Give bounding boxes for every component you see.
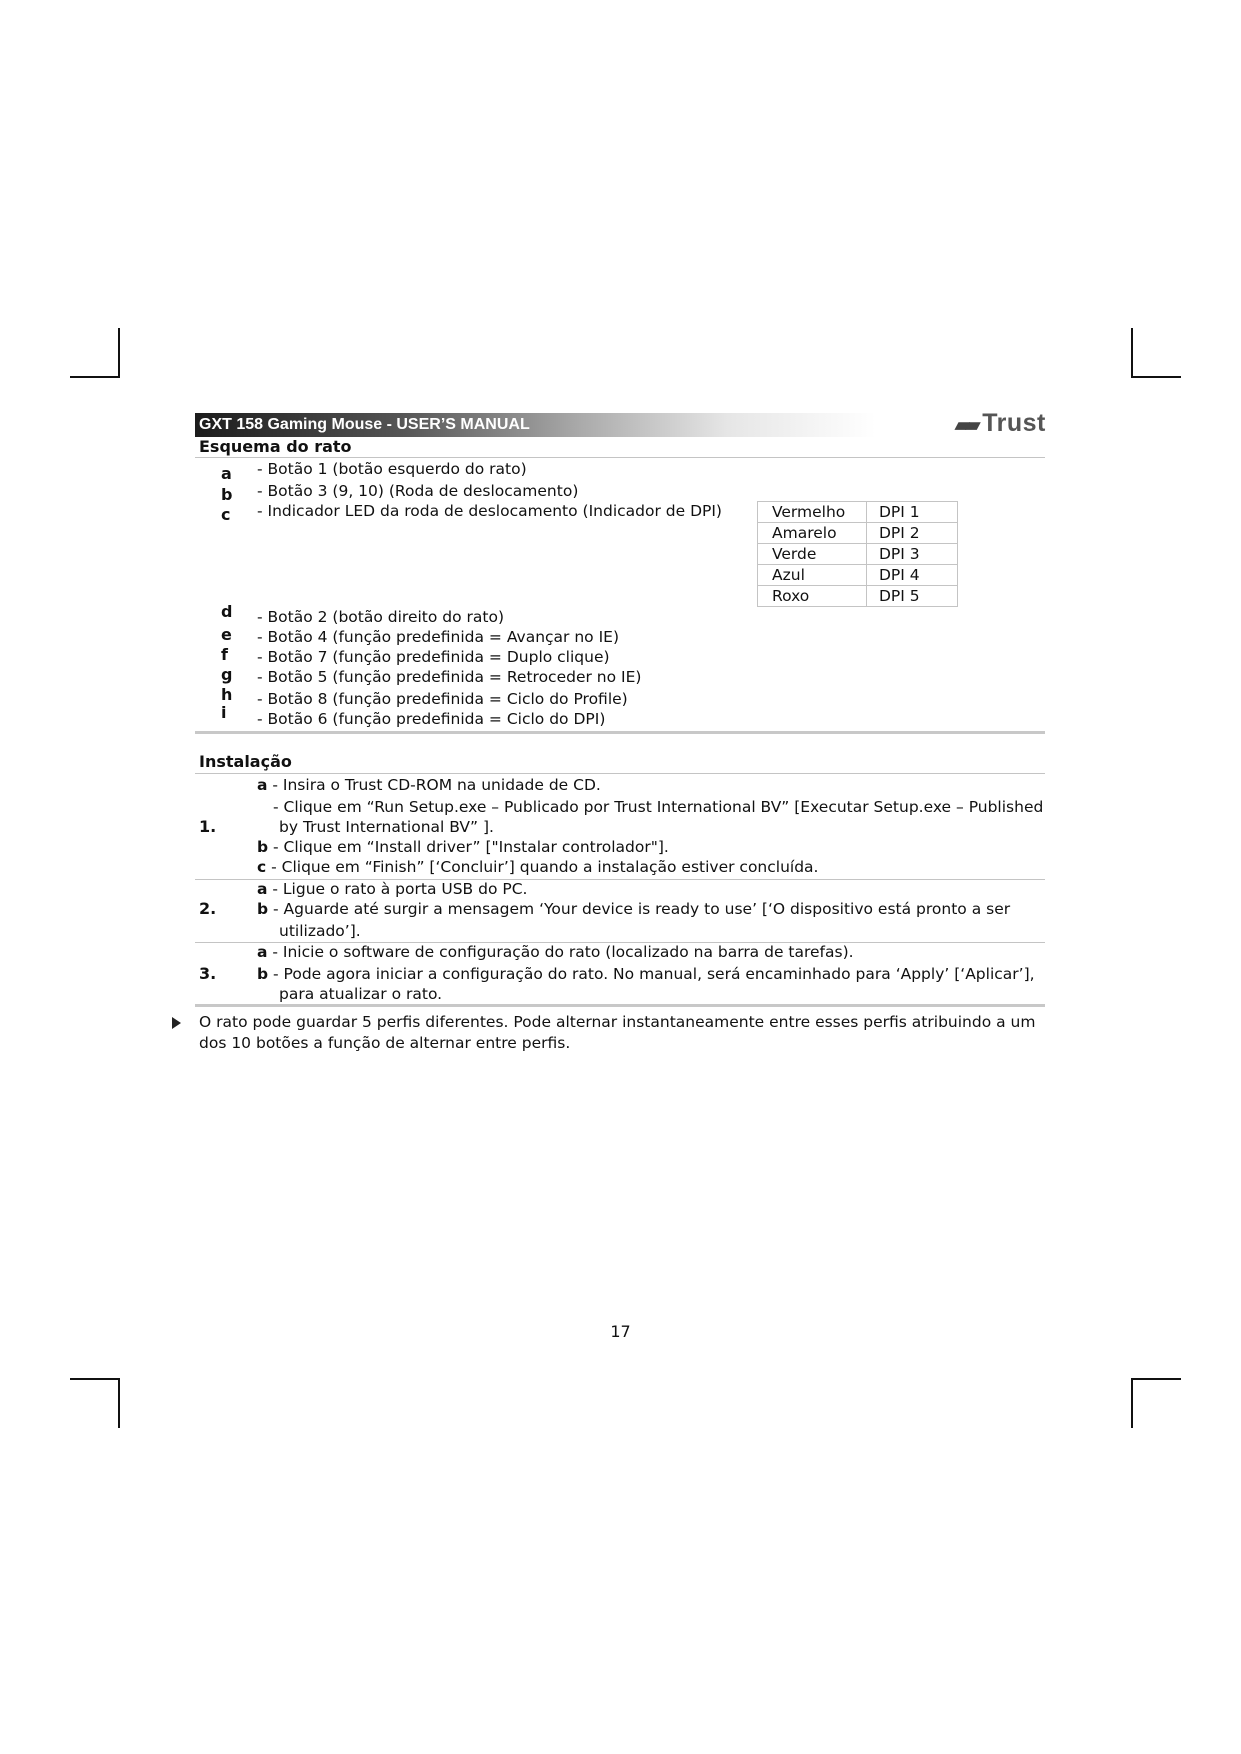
step-text: para atualizar o rato.: [279, 985, 443, 1003]
item-letter: c: [221, 505, 231, 524]
item-letter: e: [221, 625, 232, 644]
item-letter: b: [221, 485, 233, 504]
dpi-level: DPI 5: [867, 586, 958, 607]
page-number: 17: [610, 1322, 631, 1341]
item-text: - Botão 6 (função predefinida = Ciclo do DPI): [257, 710, 606, 728]
item-letter: d: [221, 602, 233, 621]
divider: [195, 457, 1045, 458]
step-line: [279, 817, 494, 837]
section-title-installation: Instalação: [199, 752, 292, 771]
profiles-note: O rato pode guardar 5 perfis diferentes. Pode alternar instantaneamente entre esses perfis atribuindo a um dos 10 botões a função de alternar entre perfis.: [199, 1013, 1036, 1052]
triangle-bullet-icon: [172, 1017, 181, 1029]
led-color: Vermelho: [758, 502, 867, 523]
dpi-level: DPI 1: [867, 502, 958, 523]
step-key: a: [257, 776, 268, 794]
step-line: [257, 964, 1035, 984]
item-letter: f: [221, 645, 228, 664]
step-text: - Insira o Trust CD-ROM na unidade de CD.: [267, 776, 601, 794]
step-line: [257, 879, 527, 899]
dpi-level: DPI 4: [867, 565, 958, 586]
step-text: - Aguarde até surgir a mensagem ‘Your device is ready to use’ [‘O dispositivo está pronto a ser: [268, 900, 1011, 918]
step-key: a: [257, 943, 268, 961]
table-row: [758, 565, 958, 586]
led-color: Azul: [758, 565, 867, 586]
table-row: [758, 523, 958, 544]
dpi-level: DPI 2: [867, 523, 958, 544]
table-row: [758, 502, 958, 523]
item-text: - Botão 4 (função predefinida = Avançar no IE): [257, 628, 620, 646]
divider: [195, 773, 1045, 774]
step-line: [257, 899, 1010, 919]
step-line: [279, 921, 361, 941]
dpi-level: DPI 3: [867, 544, 958, 565]
item-text: - Botão 7 (função predefinida = Duplo clique): [257, 648, 610, 666]
crop-mark-bottom-right: [1131, 1378, 1181, 1428]
step-key: a: [257, 880, 268, 898]
table-row: [758, 544, 958, 565]
crop-mark-top-left: [70, 328, 120, 378]
step-line: [257, 857, 818, 877]
item-letter: h: [221, 685, 233, 704]
trust-logo: [955, 409, 1046, 438]
step-text: - Pode agora iniciar a configuração do rato. No manual, será encaminhado para ‘Apply’ [‘Aplicar’],: [268, 965, 1035, 983]
step-line: [279, 984, 442, 1004]
item-text: - Botão 3 (9, 10) (Roda de deslocamento): [257, 482, 579, 500]
step-text: utilizado’].: [279, 922, 361, 940]
led-color: Amarelo: [758, 523, 867, 544]
step-number: 3.: [199, 964, 217, 983]
led-dpi-table: [757, 501, 958, 607]
step-text: - Clique em “Finish” [‘Concluir’] quando a instalação estiver concluída.: [266, 858, 819, 876]
manual-title: GXT 158 Gaming Mouse - USER’S MANUAL: [199, 416, 530, 433]
item-text: - Botão 2 (botão direito do rato): [257, 608, 505, 626]
section-divider: [195, 731, 1045, 734]
step-text: by Trust International BV” ].: [279, 818, 494, 836]
item-text: - Indicador LED da roda de deslocamento (Indicador de DPI): [257, 502, 722, 520]
step-text: - Clique em “Install driver” ["Instalar controlador"].: [268, 838, 669, 856]
trust-logo-icon: ▰▰: [955, 415, 977, 436]
item-letter: i: [221, 703, 227, 722]
step-key: b: [257, 965, 269, 983]
step-line: [257, 942, 854, 962]
crop-mark-bottom-left: [70, 1378, 120, 1428]
section-divider: [195, 1004, 1045, 1007]
step-text: - Clique em “Run Setup.exe – Publicado por Trust International BV” [Executar Setup.exe – Published: [273, 798, 1044, 816]
step-line: [273, 797, 1043, 817]
item-text: - Botão 5 (função predefinida = Retroceder no IE): [257, 668, 642, 686]
item-text: - Botão 8 (função predefinida = Ciclo do Profile): [257, 690, 628, 708]
table-row: [758, 586, 958, 607]
item-letter: g: [221, 665, 233, 684]
step-line: [257, 837, 669, 857]
step-text: - Ligue o rato à porta USB do PC.: [267, 880, 528, 898]
step-key: c: [257, 858, 267, 876]
step-number: 1.: [199, 817, 217, 836]
step-text: - Inicie o software de configuração do rato (localizado na barra de tarefas).: [267, 943, 854, 961]
crop-mark-top-right: [1131, 328, 1181, 378]
item-text: - Botão 1 (botão esquerdo do rato): [257, 460, 527, 478]
item-letter: a: [221, 464, 232, 483]
step-key: b: [257, 900, 269, 918]
step-number: 2.: [199, 899, 217, 918]
step-key: b: [257, 838, 269, 856]
step-line: [257, 775, 601, 795]
logo-text: Trust: [982, 409, 1046, 437]
led-color: Verde: [758, 544, 867, 565]
section-title-scheme: Esquema do rato: [199, 437, 352, 456]
led-color: Roxo: [758, 586, 867, 607]
